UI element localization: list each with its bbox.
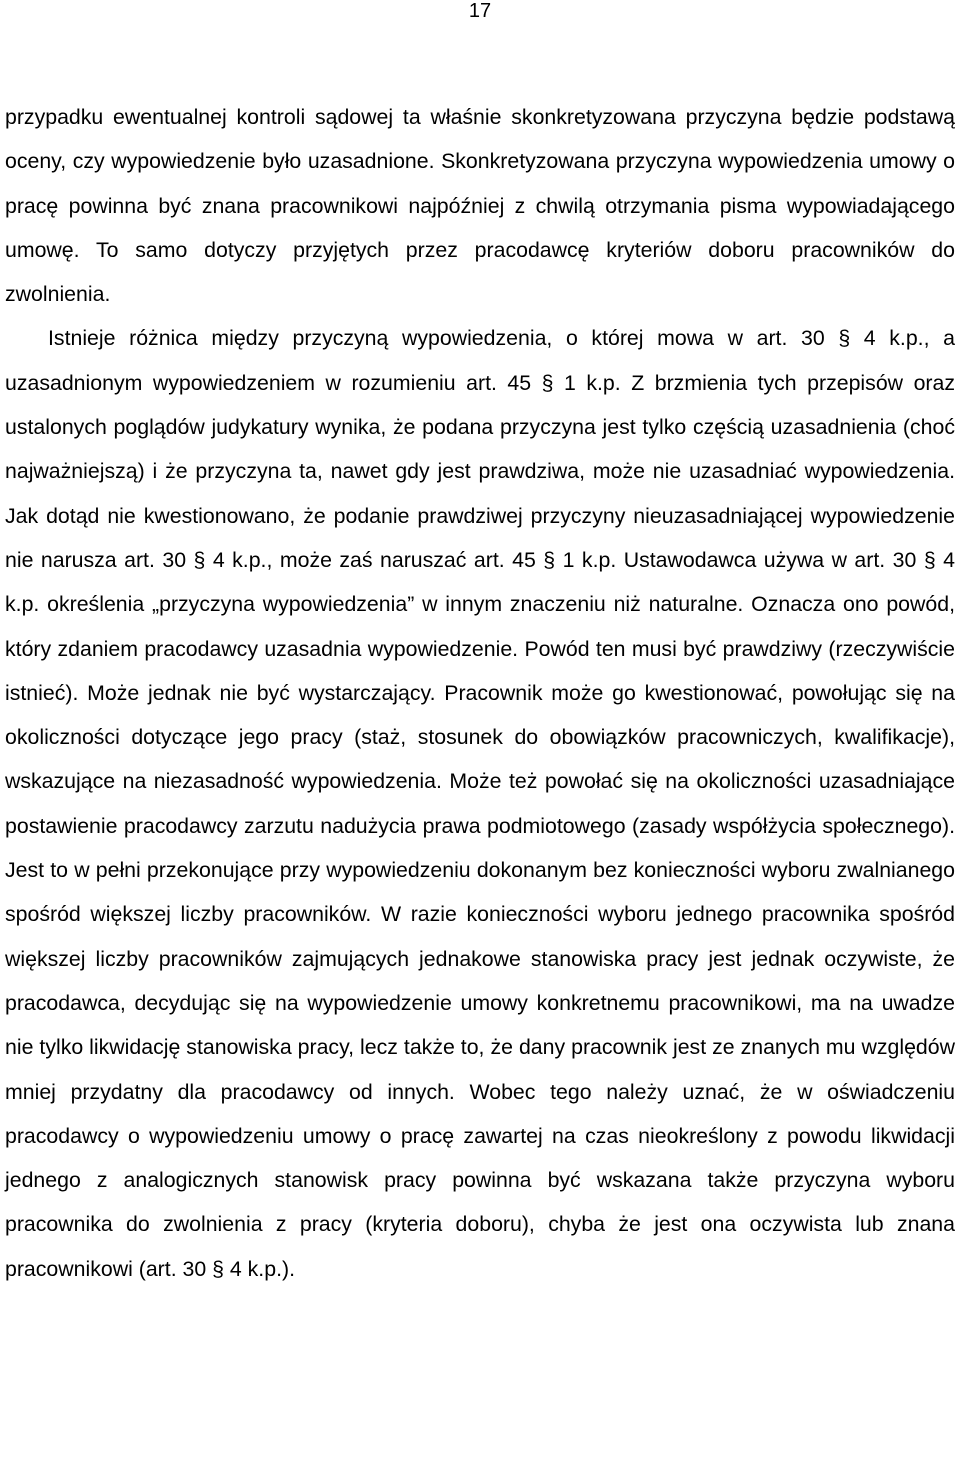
paragraph-2: Istnieje różnica między przyczyną wypowiedzenia, o której mowa w art. 30 § 4 k.p., a uzasadnionym wypowiedzeniem w rozumieniu art. 45 § 1 k.p. Z brzmienia tych przepisów oraz ustalonych poglądów judykatury wynika, że podana przyczyna jest tylko częścią uzasadnienia (choć najważniejszą) i że przyczyna ta, nawet gdy jest prawdziwa, może nie uzasadniać wypowiedzenia. Jak dotąd nie kwestionowano, że podanie prawdziwej przyczyny nieuzasadniającej wypowiedzenie nie narusza art. 30 § 4 k.p., może zaś naruszać art. 45 § 1 k.p. Ustawodawca używa w art. 30 § 4 k.p. określenia „przyczyna wypowiedzenia” w innym znaczeniu niż naturalne. Oznacza ono powód, który zdaniem pracodawcy uzasadnia wypowiedzenie. Powód ten musi być prawdziwy (rzeczywiście istnieć). Może jednak nie być wystarczający. Pracownik może go kwestionować, powołując się na okoliczności dotyczące jego pracy (staż, stosunek do obowiązków pracowniczych, kwalifikacje), wskazujące na niezasadność wypowiedzenia. Może też powołać się na okoliczności uzasadniające postawienie pracodawcy zarzutu nadużycia prawa podmiotowego (zasady współżycia społecznego). Jest to w pełni przekonujące przy wypowiedzeniu dokonanym bez konieczności wyboru zwalnianego spośród większej liczby pracowników. W razie konieczności wyboru jednego pracownika spośród większej liczby pracowników zajmujących jednakowe stanowiska pracy jest jednak oczywiste, że pracodawca, decydując się na wypowiedzenie umowy konkretnemu pracownikowi, ma na uwadze nie tylko likwidację stanowiska pracy, lecz także to, że dany pracownik jest ze znanych mu względów mniej przydatny dla pracodawcy od innych. Wobec tego należy uznać, że w oświadczeniu pracodawcy o wypowiedzeniu umowy o pracę zawartej na czas nieokreślony z powodu likwidacji jednego z analogicznych stanowisk pracy powinna być wskazana także przyczyna wyboru pracownika do zwolnienia z pracy (kryteria doboru), chyba że jest ona oczywista lub znana pracownikowi (art. 30 § 4 k.p.).: [5, 326, 955, 1281]
document-body: [5, 95, 955, 1291]
page-number: 17: [468, 0, 492, 22]
paragraph-1: przypadku ewentualnej kontroli sądowej ta właśnie skonkretyzowana przyczyna będzie podstawą oceny, czy wypowiedzenie było uzasadnione. Skonkretyzowana przyczyna wypowiedzenia umowy o pracę powinna być znana pracownikowi najpóźniej z chwilą otrzymania pisma wypowiadającego umowę. To samo dotyczy przyjętych przez pracodawcę kryteriów doboru pracowników do zwolnienia.: [5, 105, 955, 307]
